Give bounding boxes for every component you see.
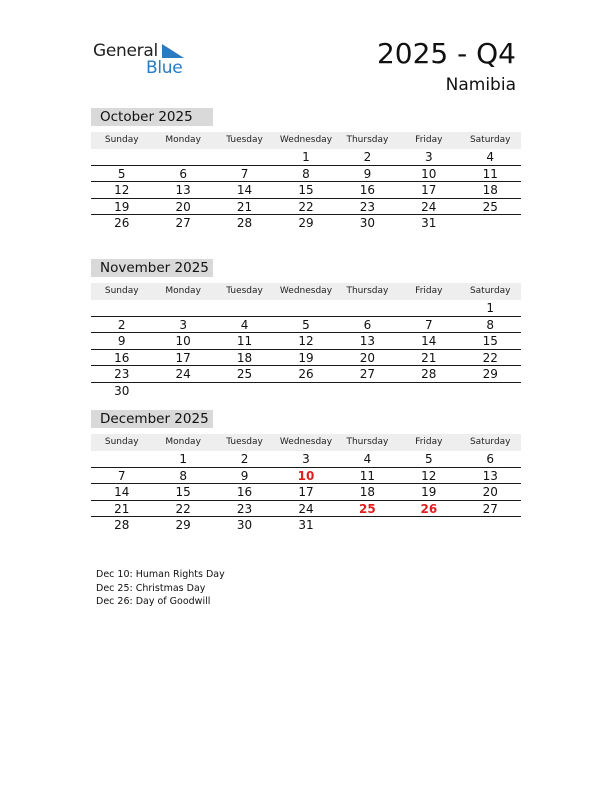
day-cell: [214, 149, 275, 165]
day-cell: 14: [421, 334, 437, 349]
week-row: [91, 383, 521, 400]
day-cell: 28: [421, 367, 437, 382]
logo: [93, 41, 193, 81]
day-cell: [398, 300, 459, 316]
week-row: [91, 484, 521, 501]
day-cell: 5: [425, 452, 433, 466]
weekday-header: [91, 132, 521, 149]
day-cell: 19: [298, 350, 314, 365]
day-cell: 1: [486, 301, 495, 315]
day-cell: 21: [236, 199, 253, 214]
logo-triangle-icon: [162, 44, 184, 60]
day-cell: 21: [114, 501, 130, 516]
day-cell: 23: [236, 501, 253, 516]
weekday-label: Tuesday: [226, 437, 263, 447]
weekday-label: Thursday: [346, 286, 389, 296]
day-cell: 19: [114, 199, 130, 214]
day-cell: 12: [298, 334, 314, 349]
weekday-label: Saturday: [469, 286, 511, 296]
day-cell: 30: [359, 216, 376, 231]
weekday-label: Monday: [165, 286, 201, 296]
weekday-label: Wednesday: [279, 135, 333, 145]
week-row: [91, 350, 521, 367]
day-cell: 22: [175, 501, 191, 516]
day-cell: 9: [363, 166, 372, 181]
weekday-label: Monday: [165, 135, 201, 145]
day-cell: 25: [482, 199, 498, 214]
weekday-label: Wednesday: [279, 286, 333, 296]
weekday-label: Thursday: [346, 437, 389, 447]
day-cell: 7: [117, 468, 126, 483]
calendar-grid: [91, 283, 521, 400]
day-cell: 6: [363, 317, 372, 332]
weekday-label: Thursday: [346, 135, 389, 145]
calendar-grid: [91, 132, 521, 232]
day-cell: 2: [117, 317, 126, 332]
day-cell: 28: [114, 518, 130, 533]
weekday-label: Sunday: [104, 437, 139, 447]
day-cell: 16: [359, 183, 376, 198]
month-title: October 2025: [91, 108, 213, 126]
day-cell: 2: [363, 150, 372, 164]
day-cell: 5: [117, 166, 126, 181]
month-title: November 2025: [91, 259, 213, 277]
day-cell: 26: [114, 216, 130, 231]
day-cell: 31: [421, 216, 437, 231]
day-cell: 7: [425, 317, 433, 332]
weekday-label: Saturday: [469, 437, 511, 447]
day-cell: 11: [482, 166, 498, 181]
day-cell: 10: [175, 334, 191, 349]
day-cell: 5: [302, 317, 310, 332]
day-cell: 30: [236, 518, 253, 533]
day-cell: 27: [359, 367, 376, 382]
day-cell: [214, 300, 275, 316]
day-cell: 18: [236, 350, 253, 365]
week-row: [91, 517, 521, 534]
day-cell: 10: [421, 166, 437, 181]
day-cell: [91, 451, 152, 467]
day-cell: [337, 383, 398, 400]
day-cell: [337, 517, 398, 534]
day-cell: 28: [236, 216, 253, 231]
weekday-label: Tuesday: [226, 286, 263, 296]
day-cell: 27: [175, 216, 191, 231]
day-cell: 16: [114, 350, 130, 365]
day-cell: 15: [298, 183, 314, 198]
month-december: [91, 410, 521, 534]
day-cell: [214, 383, 275, 400]
holiday-note: Dec 26: Day of Goodwill: [96, 596, 211, 607]
day-cell: 20: [359, 350, 376, 365]
week-row: [91, 468, 521, 485]
day-cell: [460, 383, 521, 400]
day-cell: 17: [298, 485, 314, 500]
day-cell: 12: [421, 468, 437, 483]
day-cell: 24: [175, 367, 191, 382]
day-cell: 8: [486, 317, 495, 332]
day-cell: 27: [482, 501, 498, 516]
weekday-label: Wednesday: [279, 437, 333, 447]
day-cell: 11: [236, 334, 253, 349]
weekday-label: Friday: [415, 437, 443, 447]
holiday-day-cell: 26: [420, 501, 438, 516]
day-cell: [152, 383, 213, 400]
day-cell: [152, 149, 213, 165]
day-cell: 3: [179, 317, 187, 332]
day-cell: 11: [359, 468, 376, 483]
holiday-note: Dec 10: Human Rights Day: [96, 569, 225, 580]
day-cell: 22: [298, 199, 314, 214]
country-name: Namibia: [445, 75, 516, 95]
month-november: [91, 259, 521, 400]
day-cell: 14: [236, 183, 253, 198]
weekday-label: Monday: [165, 437, 201, 447]
day-cell: 22: [482, 350, 498, 365]
week-row: [91, 199, 521, 216]
week-row: [91, 451, 521, 468]
day-cell: 31: [298, 518, 314, 533]
day-cell: 12: [114, 183, 130, 198]
week-row: [91, 215, 521, 232]
day-cell: [460, 517, 521, 534]
day-cell: 1: [302, 150, 310, 164]
week-row: [91, 166, 521, 183]
day-cell: [398, 517, 459, 534]
day-cell: 4: [240, 317, 249, 332]
week-row: [91, 501, 521, 518]
day-cell: 26: [298, 367, 314, 382]
logo-text-general: General: [93, 41, 158, 61]
day-cell: 29: [482, 367, 498, 382]
week-row: [91, 333, 521, 350]
weekday-label: Saturday: [469, 135, 511, 145]
day-cell: 3: [302, 452, 310, 466]
day-cell: [91, 149, 152, 165]
day-cell: 7: [240, 166, 249, 181]
day-cell: 29: [298, 216, 314, 231]
day-cell: 4: [363, 452, 372, 466]
day-cell: 14: [114, 485, 130, 500]
day-cell: 23: [114, 367, 130, 382]
day-cell: 8: [179, 468, 187, 483]
day-cell: 20: [482, 485, 498, 500]
weekday-label: Sunday: [104, 135, 139, 145]
day-cell: 29: [175, 518, 191, 533]
day-cell: 15: [482, 334, 498, 349]
week-row: [91, 317, 521, 334]
day-cell: 9: [240, 468, 249, 483]
day-cell: [275, 300, 336, 316]
weekday-label: Friday: [415, 286, 443, 296]
day-cell: 13: [175, 183, 191, 198]
holiday-notes: [96, 568, 225, 609]
month-october: [91, 108, 521, 232]
day-cell: 3: [425, 150, 433, 164]
holiday-day-cell: 10: [297, 468, 315, 483]
weekday-header: [91, 283, 521, 300]
day-cell: 15: [175, 485, 191, 500]
day-cell: 25: [236, 367, 253, 382]
day-cell: 21: [421, 350, 437, 365]
day-cell: [398, 383, 459, 400]
holiday-day-cell: 25: [359, 501, 376, 516]
weekday-label: Tuesday: [226, 135, 263, 145]
weekday-label: Friday: [415, 135, 443, 145]
day-cell: 2: [240, 452, 249, 466]
day-cell: 13: [482, 468, 498, 483]
page-title: 2025 - Q4: [376, 37, 516, 70]
day-cell: [337, 300, 398, 316]
day-cell: 13: [359, 334, 376, 349]
day-cell: 6: [486, 452, 495, 466]
day-cell: 6: [179, 166, 187, 181]
day-cell: [91, 300, 152, 316]
month-title: December 2025: [91, 410, 213, 428]
day-cell: 24: [298, 501, 314, 516]
day-cell: 17: [421, 183, 437, 198]
day-cell: 9: [117, 334, 126, 349]
day-cell: 18: [359, 485, 376, 500]
day-cell: [275, 383, 336, 400]
week-row: [91, 182, 521, 199]
day-cell: 16: [236, 485, 253, 500]
day-cell: 20: [175, 199, 191, 214]
day-cell: 23: [359, 199, 376, 214]
day-cell: [460, 215, 521, 232]
week-row: [91, 366, 521, 383]
day-cell: 30: [114, 383, 130, 398]
week-row: [91, 300, 521, 317]
day-cell: [152, 300, 213, 316]
day-cell: 18: [482, 183, 498, 198]
week-row: [91, 149, 521, 166]
day-cell: 8: [302, 166, 310, 181]
weekday-label: Sunday: [104, 286, 139, 296]
day-cell: 24: [421, 199, 437, 214]
logo-text-blue: Blue: [146, 58, 183, 78]
holiday-note: Dec 25: Christmas Day: [96, 582, 206, 594]
day-cell: 1: [179, 452, 187, 466]
day-cell: 17: [175, 350, 191, 365]
weekday-header: [91, 434, 521, 451]
calendar-grid: [91, 434, 521, 534]
day-cell: 19: [421, 485, 437, 500]
day-cell: 4: [486, 150, 495, 164]
